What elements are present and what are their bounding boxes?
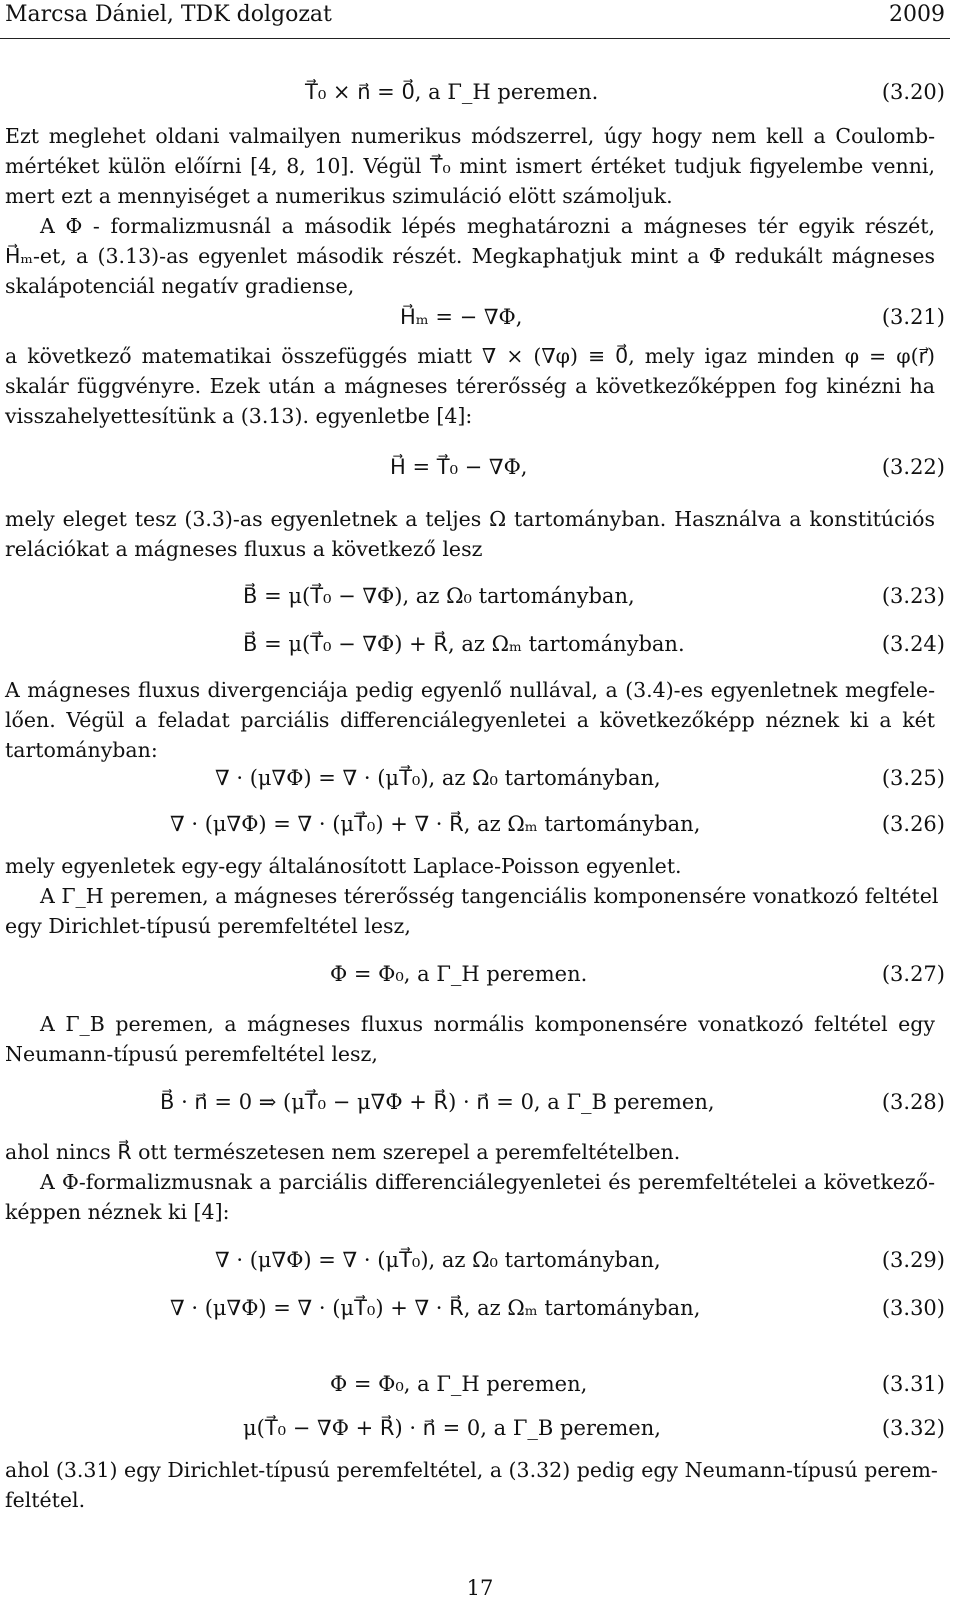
- text-line: feltétel.: [5, 1488, 86, 1512]
- text-line: A Φ-formalizmusnak a parciális differenciálegyenletei és peremfeltételei a következő-: [40, 1170, 935, 1194]
- text-line: skalár függvényre. Ezek után a mágneses térerősség a következőképpen fog kinézni ha: [5, 374, 935, 398]
- equation-3-22: H⃗ = T⃗₀ − ∇Φ,: [390, 455, 528, 479]
- equation-3-31: Φ = Φ₀, a Γ_H peremen,: [330, 1372, 588, 1396]
- equation-number: (3.24): [881, 632, 945, 656]
- text-line: ahol (3.31) egy Dirichlet-típusú peremfeltétel, a (3.32) pedig egy Neumann-típusú perem-: [5, 1458, 938, 1482]
- text-line: képpen néznek ki [4]:: [5, 1200, 230, 1224]
- equation-3-30: ∇ · (μ∇Φ) = ∇ · (μT⃗₀) + ∇ · R⃗, az Ωₘ tartományban,: [170, 1296, 701, 1320]
- header-rule: [0, 38, 950, 39]
- text-line: a következő matematikai összefüggés miatt ∇ × (∇φ) ≡ 0⃗, mely igaz minden φ = φ(r⃗): [5, 344, 935, 368]
- text-line: A Γ_B peremen, a mágneses fluxus normális komponensére vonatkozó feltétel egy: [40, 1012, 935, 1036]
- equation-number: (3.32): [881, 1416, 945, 1440]
- equation-number: (3.27): [881, 962, 945, 986]
- equation-number: (3.29): [881, 1248, 945, 1272]
- equation-number: (3.31): [881, 1372, 945, 1396]
- text-line: H⃗ₘ-et, a (3.13)-as egyenlet második részét. Megkaphatjuk mint a Φ redukált mágneses: [5, 244, 935, 268]
- equation-3-29: ∇ · (μ∇Φ) = ∇ · (μT⃗₀), az Ω₀ tartományban,: [215, 1248, 661, 1272]
- equation-3-21: H⃗ₘ = − ∇Φ,: [400, 305, 523, 329]
- header-author: Marcsa Dániel, TDK dolgozat: [5, 2, 332, 27]
- equation-number: (3.23): [881, 584, 945, 608]
- equation-number: (3.21): [881, 305, 945, 329]
- text-line: ahol nincs R⃗ ott természetesen nem szerepel a peremfeltételben.: [5, 1140, 681, 1164]
- equation-number: (3.26): [881, 812, 945, 836]
- equation-number: (3.28): [881, 1090, 945, 1114]
- text-line: Neumann-típusú peremfeltétel lesz,: [5, 1042, 378, 1066]
- text-line: mely eleget tesz (3.3)-as egyenletnek a teljes Ω tartományban. Használva a konstitúciós: [5, 507, 935, 531]
- page-number: 17: [466, 1576, 494, 1600]
- equation-3-25: ∇ · (μ∇Φ) = ∇ · (μT⃗₀), az Ω₀ tartományban,: [215, 766, 661, 790]
- header-year: 2009: [889, 2, 945, 27]
- text-line: visszahelyettesítünk a (3.13). egyenletbe [4]:: [5, 404, 473, 428]
- equation-3-23: B⃗ = μ(T⃗₀ − ∇Φ), az Ω₀ tartományban,: [243, 584, 635, 608]
- text-line: A Φ - formalizmusnál a második lépés meghatározni a mágneses tér egyik részét,: [40, 214, 935, 238]
- text-line: tartományban:: [5, 738, 158, 762]
- text-line: A mágneses fluxus divergenciája pedig egyenlő nullával, a (3.4)-es egyenletnek megfele-: [5, 678, 935, 702]
- equation-3-26: ∇ · (μ∇Φ) = ∇ · (μT⃗₀) + ∇ · R⃗, az Ωₘ tartományban,: [170, 812, 701, 836]
- text-line: mely egyenletek egy-egy általánosított Laplace-Poisson egyenlet.: [5, 854, 682, 878]
- equation-3-24: B⃗ = μ(T⃗₀ − ∇Φ) + R⃗, az Ωₘ tartományban.: [243, 632, 685, 656]
- equation-3-27: Φ = Φ₀, a Γ_H peremen.: [330, 962, 588, 986]
- equation-3-32: μ(T⃗₀ − ∇Φ + R⃗) · n⃗ = 0, a Γ_B peremen,: [243, 1416, 661, 1440]
- text-line: relációkat a mágneses fluxus a következő lesz: [5, 537, 483, 561]
- text-line: A Γ_H peremen, a mágneses térerősség tangenciális komponensére vonatkozó feltétel: [40, 884, 939, 908]
- equation-number: (3.20): [881, 80, 945, 104]
- text-line: egy Dirichlet-típusú peremfeltétel lesz,: [5, 914, 411, 938]
- text-line: mert ezt a mennyiséget a numerikus szimuláció elött számoljuk.: [5, 184, 673, 208]
- text-line: Ezt meglehet oldani valmailyen numerikus módszerrel, úgy hogy nem kell a Coulomb-: [5, 124, 935, 148]
- text-line: skalápotenciál negatív gradiense,: [5, 274, 355, 298]
- equation-number: (3.30): [881, 1296, 945, 1320]
- equation-3-28: B⃗ · n⃗ = 0 ⇒ (μT⃗₀ − μ∇Φ + R⃗) · n⃗ = 0, a Γ_B peremen,: [160, 1090, 715, 1114]
- text-line: mértéket külön előírni [4, 8, 10]. Végül T⃗₀ mint ismert értéket tudjuk figyelembe venni,: [5, 154, 935, 178]
- text-line: lően. Végül a feladat parciális differenciálegyenletei a következőképp néznek ki a két: [5, 708, 935, 732]
- equation-number: (3.25): [881, 766, 945, 790]
- equation-3-20: T⃗₀ × n⃗ = 0⃗, a Γ_H peremen.: [305, 80, 599, 104]
- equation-number: (3.22): [881, 455, 945, 479]
